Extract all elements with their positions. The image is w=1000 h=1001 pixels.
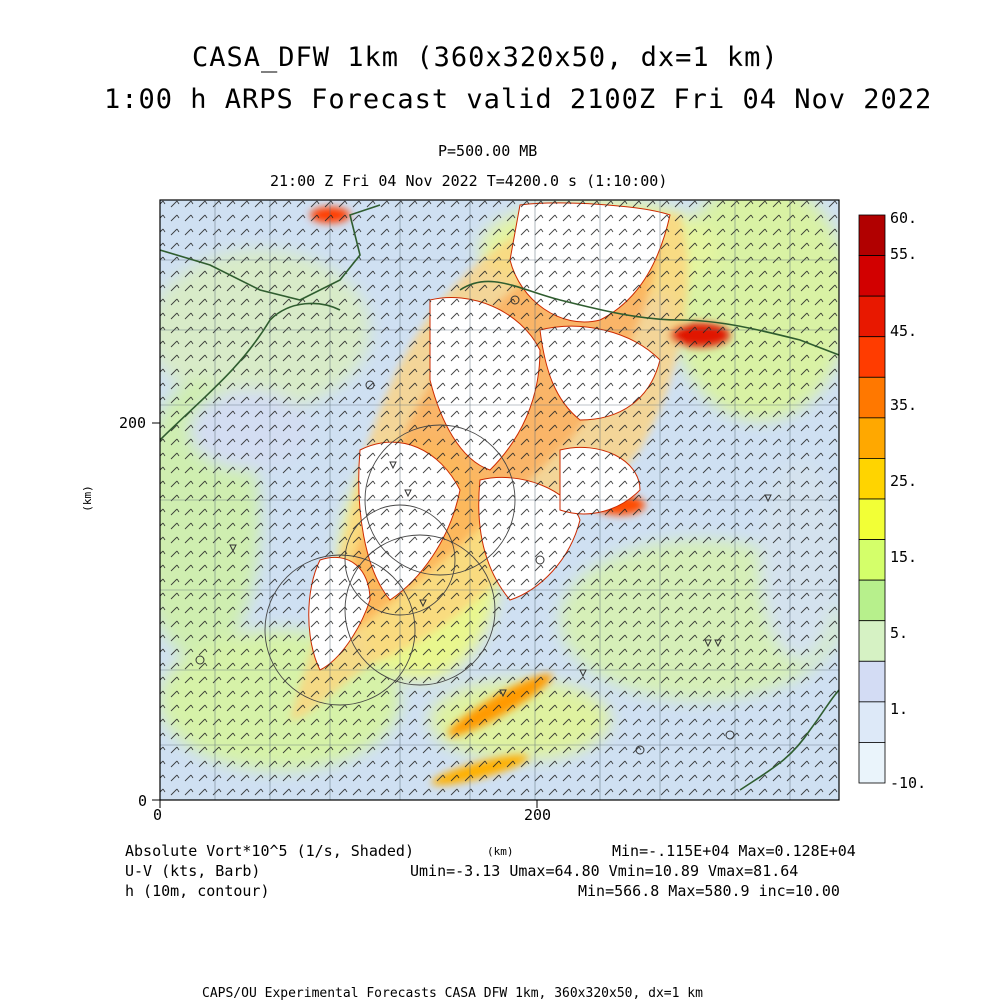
colorbar <box>859 215 885 783</box>
colorbar-label-35: 35. <box>890 396 918 414</box>
height-stats: Min=566.8 Max=580.9 inc=10.00 <box>578 882 840 900</box>
title-line-2: 1:00 h ARPS Forecast valid 2100Z Fri 04 Nov 2022 <box>104 84 933 115</box>
pressure-level: P=500.00 MB <box>438 142 538 160</box>
plot-area <box>140 180 850 800</box>
colorbar-segment <box>859 661 885 702</box>
colorbar-segment <box>859 418 885 459</box>
colorbar-segment <box>859 337 885 378</box>
colorbar-segment <box>859 702 885 743</box>
valid-time: 21:00 Z Fri 04 Nov 2022 T=4200.0 s (1:10:00) <box>270 172 668 190</box>
y-axis-unit: (km) <box>80 485 94 512</box>
colorbar-segment <box>859 540 885 581</box>
colorbar-segment <box>859 580 885 621</box>
x-tick-200: 200 <box>524 806 552 824</box>
field-wind: U-V (kts, Barb) <box>125 862 261 880</box>
colorbar-segment <box>859 377 885 418</box>
colorbar-label-5: 5. <box>890 624 909 642</box>
field-height: h (10m, contour) <box>125 882 270 900</box>
field-vorticity: Absolute Vort*10^5 (1/s, Shaded) <box>125 842 414 860</box>
credit-line: CAPS/OU Experimental Forecasts CASA DFW 1km, 360x320x50, dx=1 km <box>202 986 703 1001</box>
y-tick-200: 200 <box>119 414 147 432</box>
colorbar-label-15: 15. <box>890 548 918 566</box>
colorbar-label-55: 55. <box>890 245 918 263</box>
colorbar-segment <box>859 256 885 297</box>
colorbar-segment <box>859 499 885 540</box>
colorbar-segment <box>859 742 885 783</box>
colorbar-label-minus10: -10. <box>890 774 927 792</box>
colorbar-segment <box>859 296 885 337</box>
x-axis-unit: (km) <box>487 845 514 858</box>
colorbar-label-1: 1. <box>890 700 909 718</box>
colorbar-segment <box>859 458 885 499</box>
colorbar-segment <box>859 215 885 256</box>
wind-stats: Umin=-3.13 Umax=64.80 Vmin=10.89 Vmax=81.64 <box>410 862 799 880</box>
colorbar-label-25: 25. <box>890 472 918 490</box>
x-tick-0: 0 <box>153 806 163 824</box>
colorbar-segment <box>859 621 885 662</box>
colorbar-label-60: 60. <box>890 209 918 227</box>
title-line-1: CASA_DFW 1km (360x320x50, dx=1 km) <box>192 42 779 73</box>
colorbar-label-45: 45. <box>890 322 918 340</box>
vorticity-stats: Min=-.115E+04 Max=0.128E+04 <box>612 842 856 860</box>
y-tick-0: 0 <box>138 792 148 810</box>
